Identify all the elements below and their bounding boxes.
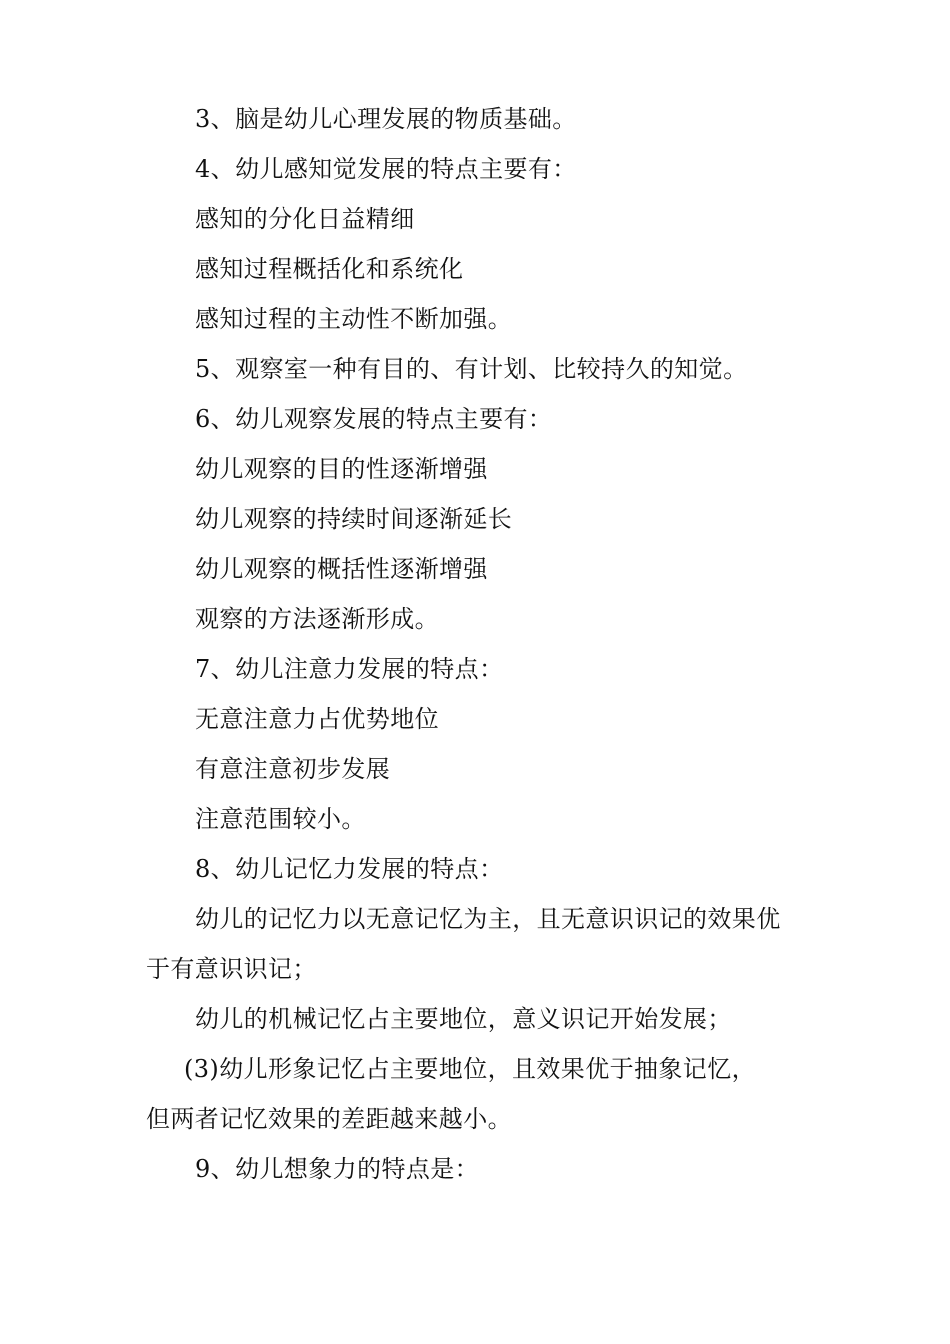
text-line-item-3: 3、脑是幼儿心理发展的物质基础。 bbox=[195, 105, 577, 133]
text-line-memory-1b: 于有意识识记； bbox=[146, 955, 317, 983]
text-line-attention-1: 无意注意力占优势地位 bbox=[195, 705, 439, 733]
text-line-perception-1: 感知的分化日益精细 bbox=[195, 205, 415, 233]
text-line-item-4: 4、幼儿感知觉发展的特点主要有： bbox=[195, 155, 577, 183]
text-line-attention-2: 有意注意初步发展 bbox=[195, 755, 391, 783]
text-line-perception-3: 感知过程的主动性不断加强。 bbox=[195, 305, 513, 333]
text-line-memory-2: 幼儿的机械记忆占主要地位，意义识记开始发展； bbox=[195, 1005, 732, 1033]
text-line-item-5: 5、观察室一种有目的、有计划、比较持久的知觉。 bbox=[195, 355, 748, 383]
text-line-item-6: 6、幼儿观察发展的特点主要有： bbox=[195, 405, 553, 433]
document-body bbox=[146, 94, 806, 1194]
text-line-observation-2: 幼儿观察的持续时间逐渐延长 bbox=[195, 505, 513, 533]
text-line-observation-4: 观察的方法逐渐形成。 bbox=[195, 605, 439, 633]
text-line-attention-3: 注意范围较小。 bbox=[195, 805, 366, 833]
text-line-memory-1a: 幼儿的记忆力以无意记忆为主，且无意识识记的效果优 bbox=[195, 905, 781, 933]
text-line-item-9: 9、幼儿想象力的特点是： bbox=[195, 1155, 480, 1183]
text-line-observation-1: 幼儿观察的目的性逐渐增强 bbox=[195, 455, 488, 483]
text-line-memory-3a: (3)幼儿形象记忆占主要地位，且效果优于抽象记忆， bbox=[184, 1055, 756, 1083]
text-line-item-8: 8、幼儿记忆力发展的特点： bbox=[195, 855, 504, 883]
text-line-item-7: 7、幼儿注意力发展的特点： bbox=[195, 655, 504, 683]
text-line-perception-2: 感知过程概括化和系统化 bbox=[195, 255, 464, 283]
text-line-memory-3b: 但两者记忆效果的差距越来越小。 bbox=[146, 1105, 512, 1133]
text-line-observation-3: 幼儿观察的概括性逐渐增强 bbox=[195, 555, 488, 583]
